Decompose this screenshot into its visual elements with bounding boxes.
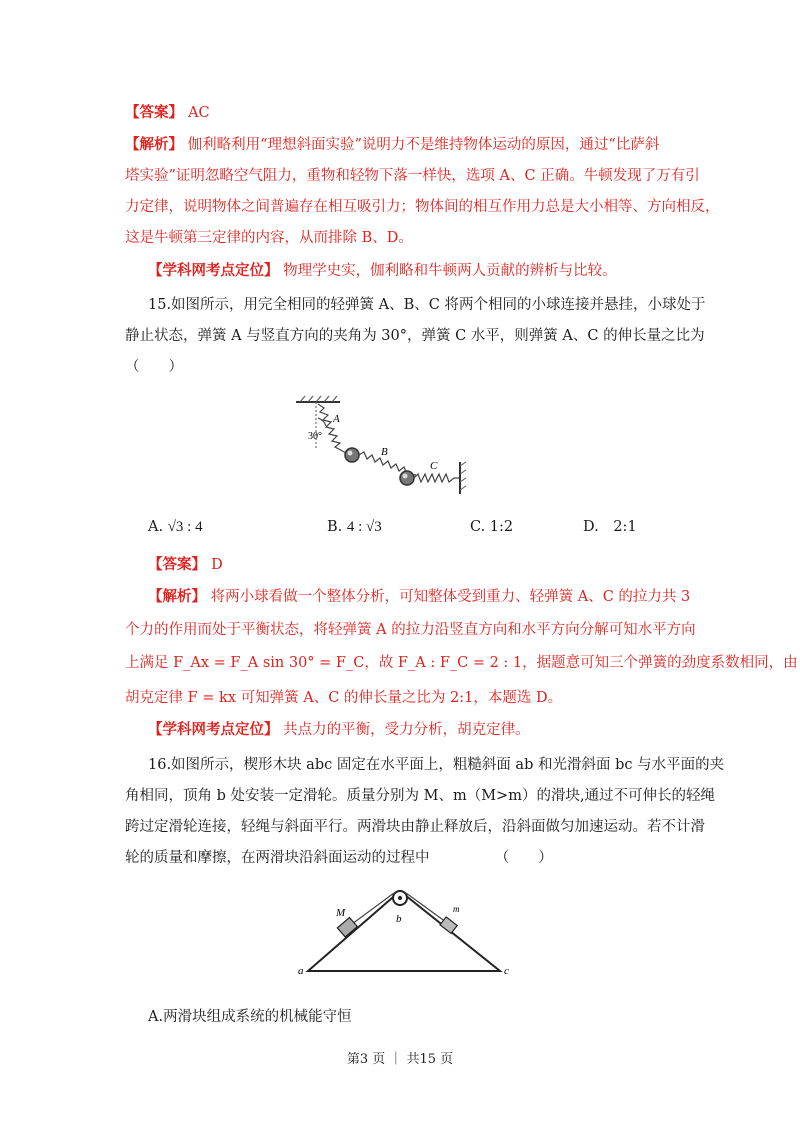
choice-a: A. √3 : 4 xyxy=(148,519,203,535)
q16-stem-line-3: 跨过定滑轮连接，轻绳与斜面平行。两滑块由静止释放后，沿斜面做匀加速运动。若不计滑 xyxy=(125,819,705,835)
label-spring-b: B xyxy=(381,446,388,458)
answer-value: D xyxy=(211,557,223,573)
q16-stem-line-2: 角相同，顶角 b 处安装一定滑轮。质量分别为 M、m（M>m）的滑块,通过不可伸长的轻绳 xyxy=(125,788,716,804)
q14-analysis-line-3: 力定律，说明物体之间普遍存在相互吸引力；物体间的相互作用力总是大小相等、方向相反， xyxy=(125,199,720,215)
analysis-label: 【解析】 xyxy=(148,588,206,605)
label-m: m xyxy=(453,904,460,914)
q15-analysis-line-1 xyxy=(148,587,690,607)
q16-stem-line-1: 16.如图所示，楔形木块 abc 固定在水平面上，粗糙斜面 ab 和光滑斜面 bc 与水平面的夹 xyxy=(148,757,725,773)
analysis-text: 将两小球看做一个整体分析，可知整体受到重力、轻弹簧 A、C 的拉力共 3 xyxy=(210,589,691,605)
q15-analysis-line-3: 上满足 F_Ax = F_A sin 30° = F_C，故 F_A : F_C = 2 : 1，据题意可知三个弹簧的劲度系数相同，由 xyxy=(125,655,798,671)
answer-label: 【答案】 xyxy=(148,556,206,573)
choice-d: D. 2:1 xyxy=(583,519,637,535)
label-angle: 30° xyxy=(308,431,322,442)
q14-analysis-line-4: 这是牛顿第三定律的内容，从而排除 B、D。 xyxy=(125,230,413,246)
kp-label: 【学科网考点定位】 xyxy=(148,262,279,279)
answer-value: AC xyxy=(188,105,210,121)
label-b: b xyxy=(396,913,402,925)
q14-knowledge-point xyxy=(148,261,617,281)
page-footer: 第3 页 ｜ 共15 页 xyxy=(346,1052,454,1067)
label-c: c xyxy=(504,965,509,977)
label-a: a xyxy=(298,965,304,977)
q15-analysis-line-4: 胡克定律 F = kx 可知弹簧 A、C 的伸长量之比为 2:1，本题选 D。 xyxy=(125,690,563,706)
choice-b: B. 4 : √3 xyxy=(327,519,382,535)
choice-c-text: 1:2 xyxy=(489,519,514,535)
choice-b-text: 4 : √3 xyxy=(346,519,382,535)
analysis-text: 伽利略利用“理想斜面实验”说明力不是维持物体运动的原因，通过“比萨斜 xyxy=(187,137,660,153)
kp-text: 共点力的平衡，受力分析，胡克定律。 xyxy=(283,722,530,738)
q14-analysis-line-1 xyxy=(125,135,659,155)
label-M: M xyxy=(336,907,346,919)
q14-analysis-line-2: 塔实验”证明忽略空气阻力，重物和轻物下落一样快，选项 A、C 正确。牛顿发现了万有引 xyxy=(125,168,700,184)
q15-stem-line-2: 静止状态，弹簧 A 与竖直方向的夹角为 30°，弹簧 C 水平，则弹簧 A、C 的伸长量之比为 xyxy=(125,328,705,344)
answer-label: 【答案】 xyxy=(125,104,183,121)
q15-analysis-line-2: 个力的作用而处于平衡状态，将轻弹簧 A 的拉力沿竖直方向和水平方向分解可知水平方向 xyxy=(125,622,696,638)
q16-option-a: A.两滑块组成系统的机械能守恒 xyxy=(148,1009,352,1025)
kp-text: 物理学史实，伽利略和牛顿两人贡献的辨析与比较。 xyxy=(283,263,617,279)
q15-stem-line-3: （ ） xyxy=(125,359,183,375)
q15-spring-figure xyxy=(290,392,480,502)
q15-stem-line-1: 15.如图所示，用完全相同的轻弹簧 A、B、C 将两个相同的小球连接并悬挂，小球处于 xyxy=(148,297,706,313)
label-spring-c: C xyxy=(430,460,438,472)
q16-stem-line-4: 轮的质量和摩擦，在两滑块沿斜面运动的过程中 （ ） xyxy=(125,850,553,866)
q15-answer xyxy=(148,555,223,575)
q14-answer xyxy=(125,103,210,123)
choice-a-text: √3 : 4 xyxy=(167,519,203,535)
choice-d-text: 2:1 xyxy=(613,519,637,535)
q15-knowledge-point xyxy=(148,720,530,740)
analysis-label: 【解析】 xyxy=(125,136,183,153)
label-spring-a: A xyxy=(333,413,340,425)
q16-wedge-figure xyxy=(290,886,530,982)
choice-c: C. 1:2 xyxy=(470,519,514,535)
kp-label: 【学科网考点定位】 xyxy=(148,721,279,738)
